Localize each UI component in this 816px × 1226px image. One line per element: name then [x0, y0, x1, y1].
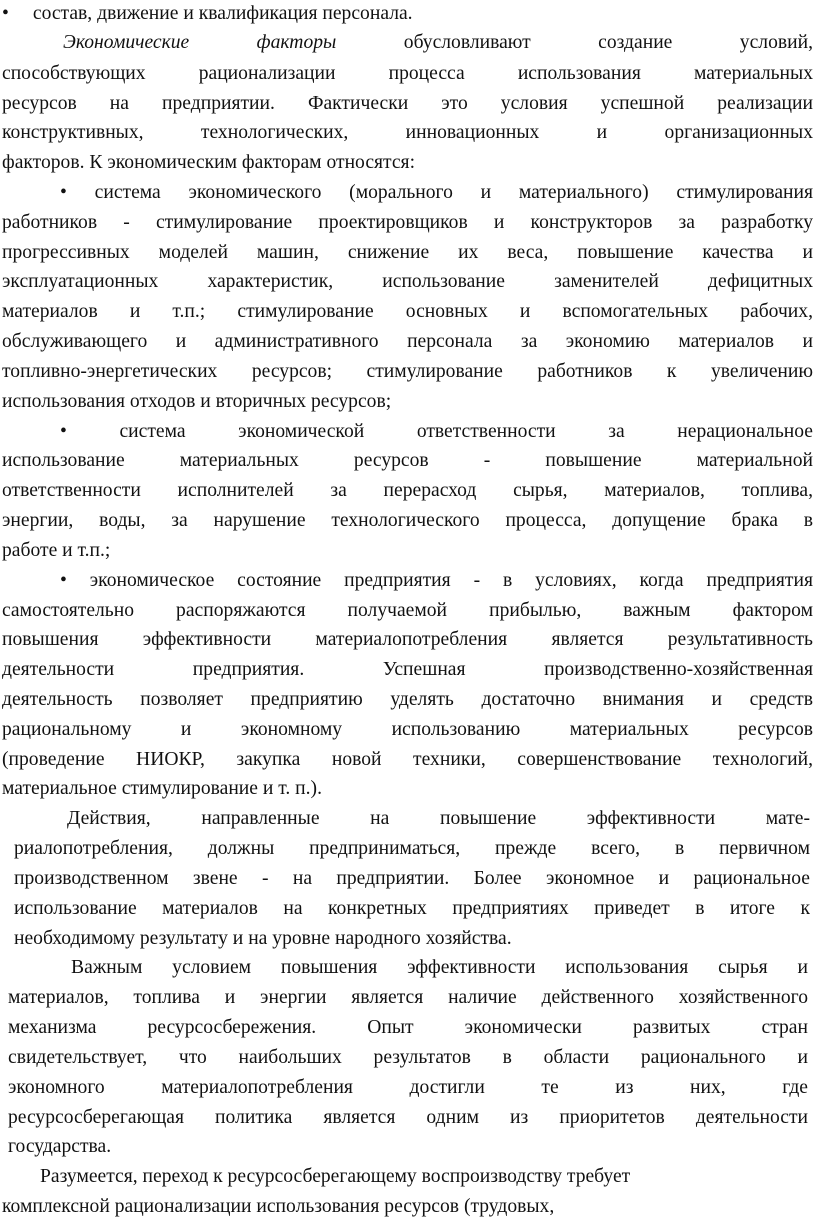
paragraph-actions-line-1: Действия, направленные на повышение эффективности мате- [67, 808, 810, 830]
text-line: использование материальных ресурсов - повышение материальной [2, 450, 813, 472]
list-item-personnel [2, 0, 413, 29]
text-line: деятельности предприятия. Успешная производственно-хозяйственная [2, 659, 813, 681]
text-line: экономного материалопотребления достигли те из них, где [8, 1076, 808, 1098]
text-line: прогрессивных моделей машин, снижение их веса, повышение качества и [2, 241, 813, 263]
text-line: рациональному и экономному использованию материальных ресурсов [2, 718, 813, 740]
text-line: материалов и т.п.; стимулирование основных и вспомогательных рабочих, [2, 301, 813, 323]
text-line: конструктивных, технологических, инновационных и организационных [2, 122, 813, 144]
bullet-item-responsibility: • система экономической ответственности за нерациональное [60, 420, 813, 442]
text-line: механизма ресурсосбережения. Опыт экономически развитых стран [8, 1017, 808, 1038]
italic-term: Экономические факторы [63, 31, 337, 53]
text-line: ресурсов на предприятии. Фактически это условия успешной реализации [2, 92, 813, 114]
bullet-item-stimulation: • система экономического (морального и материального) стимулирования [60, 181, 813, 203]
text-line: работе и т.п.; [2, 539, 111, 561]
text-line: производственном звене - на предприятии. Более экономное и рациональное [14, 867, 810, 889]
text-line: работников - стимулирование проектировщиков и конструкторов за разработку [2, 211, 813, 233]
text-line: государства. [8, 1136, 112, 1158]
text-line: использование материалов на конкретных предприятиях приведет в итоге к [14, 897, 810, 919]
paragraph-economic-factors-line-1: Экономические факторы обусловливают создание условий, [63, 31, 813, 53]
paragraph-resource-saving-line-1: Разумеется, переход к ресурсосберегающему воспроизводству требует [40, 1166, 631, 1188]
text-line: материальное стимулирование и т. п.). [2, 778, 322, 800]
text-line: свидетельствует, что наибольших результатов в области рационального и [8, 1046, 808, 1068]
text-line: ресурсосберегающая политика является одним из приоритетов деятельности [8, 1106, 808, 1128]
bullet-icon: • [60, 569, 67, 591]
bullet-item-economic-state: • экономическое состояние предприятия - в условиях, когда предприятия [60, 569, 813, 591]
text-line: ответственности исполнителей за перерасход сырья, материалов, топлива, [2, 480, 813, 502]
list-item-text: состав, движение и квалификация персонала. [32, 3, 413, 24]
text-line: риалопотребления, должны предприниматься, прежде всего, в первичном [14, 838, 810, 860]
text-line: комплексной рационализации использования ресурсов (трудовых, [2, 1196, 555, 1217]
text-line: (проведение НИОКР, закупка новой техники, совершенствование технологий, [2, 748, 813, 770]
text-line: материалов, топлива и энергии является наличие действенного хозяйственного [8, 987, 808, 1009]
text-line: самостоятельно распоряжаются получаемой прибылью, важным фактором [2, 599, 813, 621]
text-line: необходимому результату и на уровне народного хозяйства. [14, 927, 512, 949]
text-line: топливно-энергетических ресурсов; стимулирование работников к увеличению [2, 360, 813, 382]
text-line: энергии, воды, за нарушение технологического процесса, допущение брака в [2, 510, 813, 531]
text-line: обслуживающего и административного персонала за экономию материалов и [2, 331, 813, 353]
text-line: способствующих рационализации процесса использования материальных [2, 62, 813, 84]
bullet-icon: • [60, 420, 67, 442]
paragraph-condition-line-1: Важным условием повышения эффективности использования сырья и [71, 957, 808, 979]
text-line: деятельность позволяет предприятию уделять достаточно внимания и средств [2, 689, 813, 710]
text-line: эксплуатационных характеристик, использование заменителей дефицитных [2, 271, 813, 293]
bullet-icon: • [60, 181, 67, 203]
text-line: использования отходов и вторичных ресурсов; [2, 390, 392, 412]
bullet-icon: • [2, 3, 9, 24]
text-line: факторов. К экономическим факторам относятся: [2, 152, 416, 174]
text-line: повышения эффективности материалопотребления является результативность [2, 629, 813, 651]
